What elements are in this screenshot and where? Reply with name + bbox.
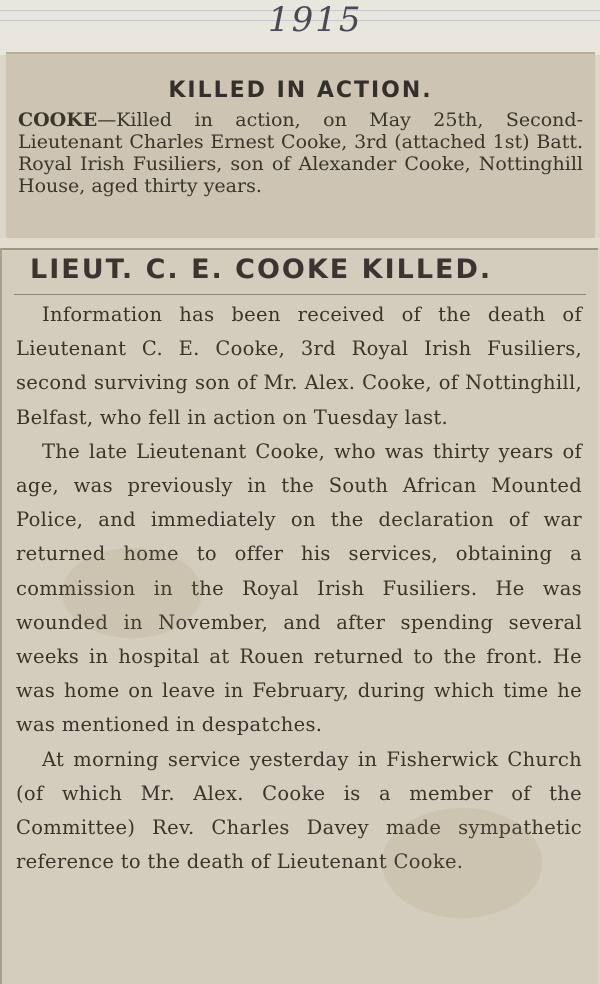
paper-stain (382, 808, 542, 918)
notice-text (18, 109, 583, 197)
article-top-rule (2, 248, 598, 250)
notice-surname: COOKE (18, 109, 98, 131)
album-page-top (0, 0, 600, 55)
article-headline: LIEUT. C. E. COOKE KILLED. (30, 254, 493, 285)
headline-rule (14, 294, 586, 295)
notice-body: —Killed in action, on May 25th, Second-Lieutenant Charles Ernest Cooke, 3rd (attached 1st) Batt. Royal Irish Fusiliers, son of Alexander Cooke, Nottinghill House, aged thirty years. (18, 109, 583, 197)
article-paragraph: Information has been received of the death of Lieutenant C. E. Cooke, 3rd Royal Irish Fusiliers, second surviving son of Mr. Alex. Cooke, of Nottinghill, Belfast, who fell in action on Tuesday last. (16, 303, 582, 429)
clipping-gap (0, 238, 600, 248)
article-paragraph: At morning service yesterday in Fisherwick Church (of which Mr. Alex. Cooke is a member of the Committee) Rev. Charles Davey made sympathetic reference to the death of Lieutenant Cooke. (16, 747, 582, 874)
article-clipping (0, 248, 598, 984)
handwritten-year: 1915 (268, 0, 363, 40)
death-notice-clipping (6, 52, 595, 240)
article-paragraph: The late Lieutenant Cooke, who was thirty years of age, was previously in the South African Mounted Police, and immediately on the declaration of war returned home to offer his services, obtaining a commission in the Royal Irish Fusiliers. He was wounded in November, and after spending several weeks in hospital at Rouen returned to the front. He was home on leave in February, during which time he was mentioned in despatches. (16, 439, 582, 737)
notice-heading: KILLED IN ACTION. (168, 78, 433, 103)
paper-stain (62, 548, 202, 638)
